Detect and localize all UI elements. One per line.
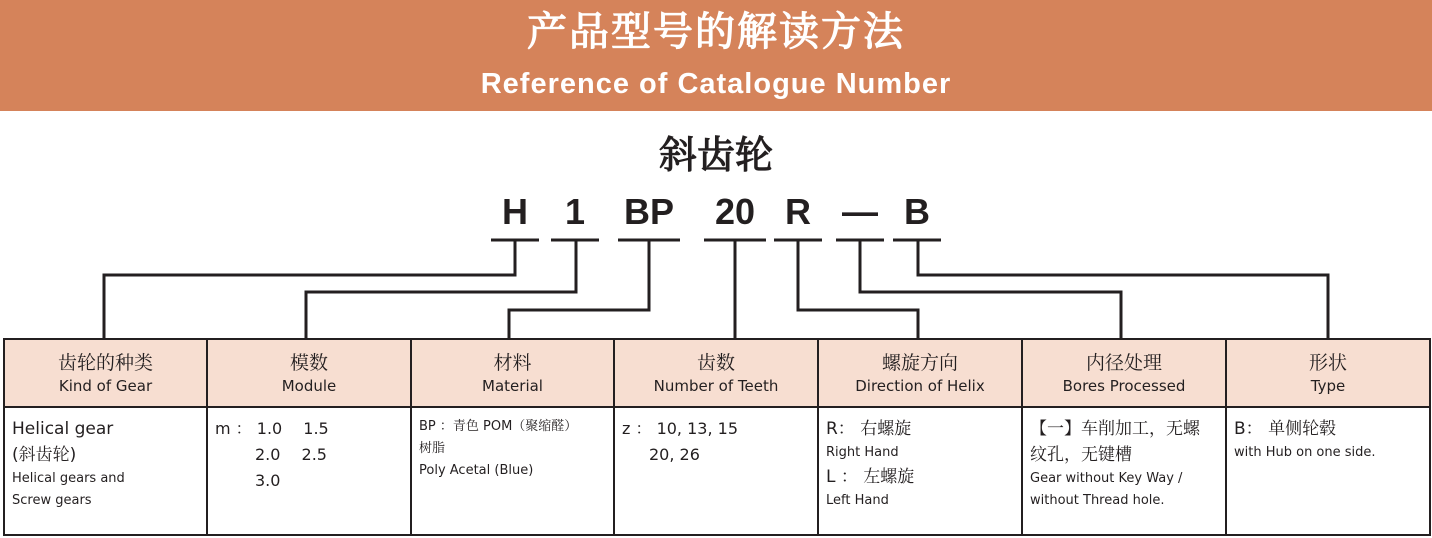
- value-line: R： 右螺旋: [826, 419, 912, 439]
- header-cn: 材料: [493, 352, 532, 374]
- value-line: z ： 10, 13, 15: [622, 419, 738, 438]
- connector-helix: [798, 241, 918, 338]
- code-segment-type: B: [904, 191, 930, 232]
- connector-type: [918, 241, 1328, 338]
- banner-title-cn: 产品型号的解读方法: [527, 9, 905, 55]
- header-teeth: [614, 339, 818, 407]
- value-line: Screw gears: [12, 493, 92, 508]
- value-line: Helical gear: [12, 419, 114, 439]
- value-teeth: [614, 407, 818, 535]
- value-line: 【一】车削加工，无螺: [1030, 419, 1200, 439]
- header-cn: 形状: [1308, 352, 1347, 374]
- value-line: 2.0 2.5: [255, 445, 327, 464]
- value-line: Left Hand: [826, 493, 889, 508]
- header-type: [1226, 339, 1430, 407]
- spec-value-row: [4, 407, 1430, 535]
- value-line: Poly Acetal (Blue): [419, 463, 534, 478]
- connector-module: [306, 241, 576, 338]
- header-cn: 齿轮的种类: [57, 352, 153, 374]
- code-segment-helix: R: [785, 191, 811, 232]
- header-module: [207, 339, 411, 407]
- header-en: Module: [281, 377, 337, 395]
- value-kind: [4, 407, 207, 535]
- value-line: B： 单侧轮毂: [1234, 419, 1337, 439]
- connector-kind: [104, 241, 515, 338]
- spec-header-row: [4, 339, 1430, 407]
- header-cn: 模数: [289, 352, 328, 374]
- header-kind: [4, 339, 207, 407]
- connector-material: [509, 241, 649, 338]
- header-cn: 螺旋方向: [881, 352, 958, 374]
- value-line: 3.0: [255, 471, 281, 490]
- value-line: Gear without Key Way /: [1030, 471, 1183, 486]
- header-helix: [818, 339, 1022, 407]
- value-material: [411, 407, 614, 535]
- header-material: [411, 339, 614, 407]
- header-en: Direction of Helix: [855, 377, 985, 395]
- value-module: [207, 407, 411, 535]
- value-line: with Hub on one side.: [1234, 445, 1376, 460]
- code-segment-material: BP: [623, 191, 674, 232]
- value-line: without Thread hole.: [1030, 493, 1165, 508]
- header-cn: 齿数: [696, 352, 735, 374]
- header-en: Bores Processed: [1062, 377, 1186, 395]
- value-line: BP ：青色 POM（聚缩醛）: [419, 419, 578, 434]
- code-segment-teeth: 20: [714, 191, 756, 232]
- value-type: [1226, 407, 1430, 535]
- value-line: Right Hand: [826, 445, 899, 460]
- header-en: Type: [1310, 377, 1346, 395]
- value-line: L ： 左螺旋: [826, 467, 915, 487]
- value-bore: [1022, 407, 1226, 535]
- header-bore: [1022, 339, 1226, 407]
- code-segment-kind: H: [502, 191, 528, 232]
- code-segment-module: 1: [564, 191, 586, 232]
- value-line: (斜齿轮): [12, 445, 77, 465]
- header-en: Number of Teeth: [653, 377, 779, 395]
- value-line: 纹孔，无键槽: [1030, 445, 1132, 465]
- code-segment-bore: —: [842, 191, 878, 232]
- value-line: m ： 1.0 1.5: [215, 419, 329, 438]
- product-name: 斜齿轮: [658, 133, 773, 177]
- value-line: 20, 26: [649, 445, 700, 464]
- header-cn: 内径处理: [1085, 352, 1162, 374]
- spec-table: [3, 338, 1431, 536]
- header-en: Material: [482, 377, 543, 395]
- value-line: 树脂: [419, 441, 446, 456]
- value-line: Helical gears and: [12, 471, 125, 486]
- value-helix: [818, 407, 1022, 535]
- banner-title-en: Reference of Catalogue Number: [480, 68, 952, 100]
- header-en: Kind of Gear: [58, 377, 153, 395]
- connector-bore: [860, 241, 1121, 338]
